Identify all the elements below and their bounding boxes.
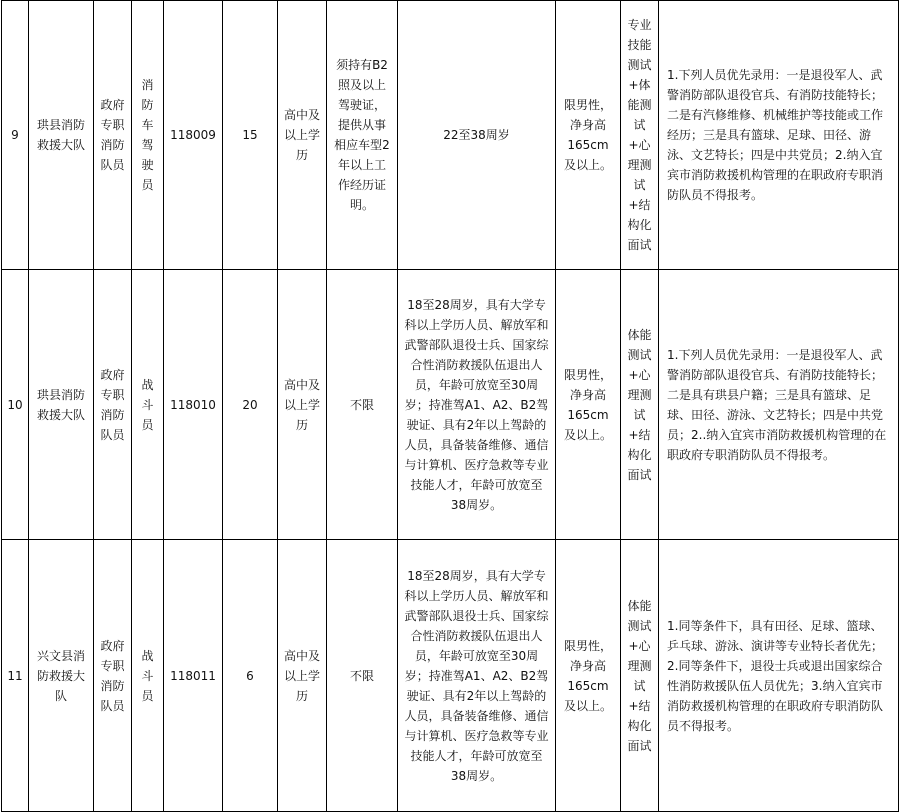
body-requirement: 限男性，净身高165cm及以上。	[556, 270, 621, 540]
recruit-count: 20	[223, 270, 278, 540]
body-requirement: 限男性，净身高165cm及以上。	[556, 540, 621, 812]
position-code: 118009	[164, 1, 223, 270]
unit-name: 兴文县消防救援大队	[29, 540, 94, 812]
license-requirement: 须持有B2照及以上驾驶证，提供从事相应车型2年以上工作经历证明。	[327, 1, 398, 270]
position-name: 消防车驾驶员	[132, 1, 164, 270]
row-number: 11	[2, 540, 29, 812]
table-row	[2, 270, 899, 540]
position-category: 政府专职消防队员	[94, 540, 132, 812]
position-category: 政府专职消防队员	[94, 270, 132, 540]
unit-name: 珙县消防救援大队	[29, 270, 94, 540]
recruit-count: 6	[223, 540, 278, 812]
age-requirement: 18至28周岁，具有大学专科以上学历人员、解放军和武警部队退役士兵、国家综合性消防救援队伍退出人员，年龄可放宽至30周岁；持准驾A1、A2、B2驾驶证、具有2年以上驾龄的人员，具备装备维修、通信与计算机、医疗急救等专业技能人才，年龄可放宽至38周岁。	[398, 540, 556, 812]
test-method: 体能测试+心理测试+结构化面试	[621, 540, 659, 812]
position-category: 政府专职消防队员	[94, 1, 132, 270]
remarks: 1.下列人员优先录用：一是退役军人、武警消防部队退役官兵、有消防技能特长；二是有汽修维修、机械维护等技能或工作经历；三是具有篮球、足球、田径、游泳、文艺特长；四是中共党员；2.纳入宜宾市消防救援机构管理的在职政府专职消防队员不得报考。	[659, 1, 899, 270]
row-number: 10	[2, 270, 29, 540]
age-requirement: 18至28周岁，具有大学专科以上学历人员、解放军和武警部队退役士兵、国家综合性消防救援队伍退出人员，年龄可放宽至30周岁；持准驾A1、A2、B2驾驶证、具有2年以上驾龄的人员，具备装备维修、通信与计算机、医疗急救等专业技能人才，年龄可放宽至38周岁。	[398, 270, 556, 540]
remarks: 1.下列人员优先录用：一是退役军人、武警消防部队退役官兵、有消防技能特长；二是具有珙县户籍；三是具有篮球、足球、田径、游泳、文艺特长；四是中共党员；2..纳入宜宾市消防救援机构管理的在职政府专职消防队员不得报考。	[659, 270, 899, 540]
license-requirement: 不限	[327, 270, 398, 540]
position-code: 118011	[164, 540, 223, 812]
row-number: 9	[2, 1, 29, 270]
test-method: 专业技能测试+体能测试+心理测试+结构化面试	[621, 1, 659, 270]
license-requirement: 不限	[327, 540, 398, 812]
test-method: 体能测试+心理测试+结构化面试	[621, 270, 659, 540]
table-row	[2, 1, 899, 270]
education-requirement: 高中及以上学历	[278, 1, 327, 270]
age-requirement: 22至38周岁	[398, 1, 556, 270]
remarks: 1.同等条件下，具有田径、足球、篮球、乒乓球、游泳、演讲等专业特长者优先；2.同等条件下，退役士兵或退出国家综合性消防救援队伍人员优先；3.纳入宜宾市消防救援机构管理的在职政府专职消防队员不得报考。	[659, 540, 899, 812]
education-requirement: 高中及以上学历	[278, 270, 327, 540]
position-name: 战斗员	[132, 540, 164, 812]
unit-name: 珙县消防救援大队	[29, 1, 94, 270]
recruit-count: 15	[223, 1, 278, 270]
table-row	[2, 540, 899, 812]
recruitment-table	[1, 0, 899, 812]
body-requirement: 限男性，净身高165cm及以上。	[556, 1, 621, 270]
education-requirement: 高中及以上学历	[278, 540, 327, 812]
position-name: 战斗员	[132, 270, 164, 540]
position-code: 118010	[164, 270, 223, 540]
